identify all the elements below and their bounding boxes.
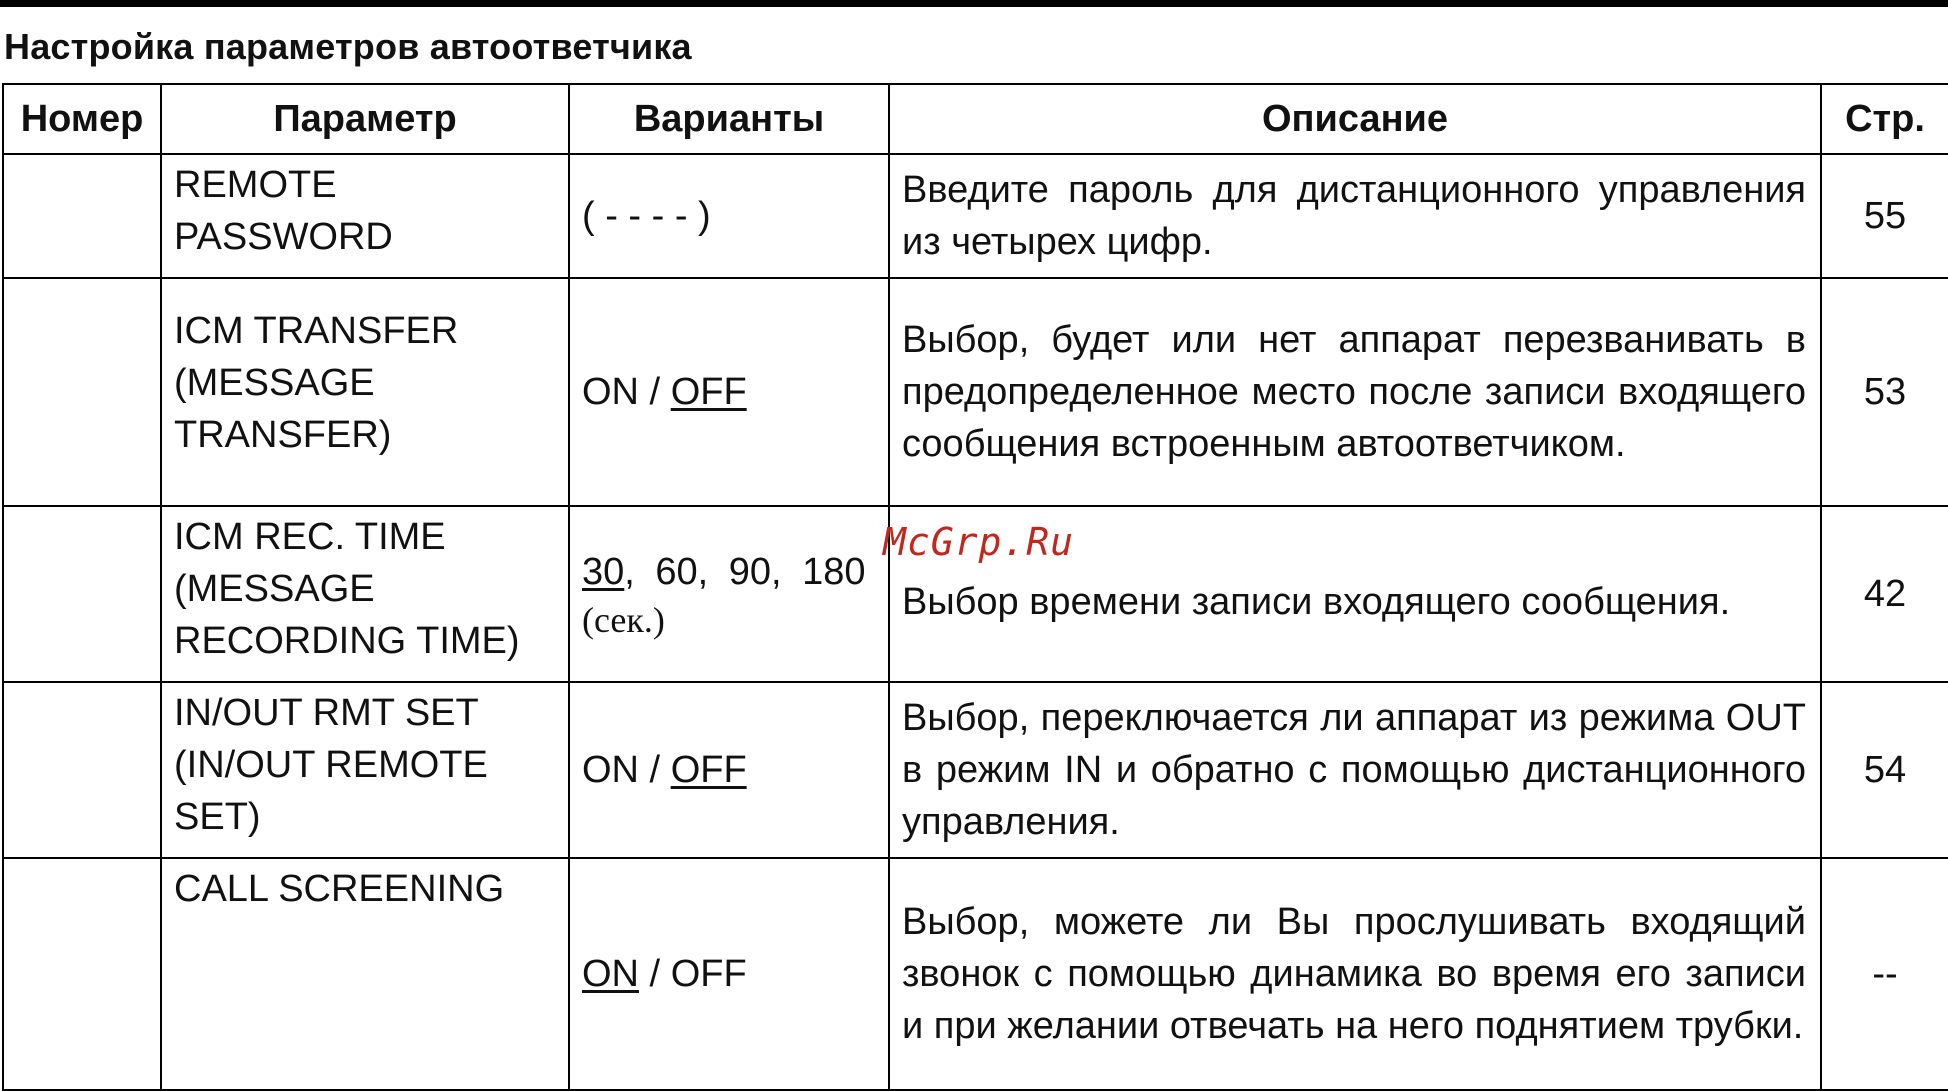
param-line: TRANSFER) [174,414,392,456]
time-options [582,546,882,598]
cell-page: 42 [1821,506,1948,682]
time-others: , 60, 90, 180 [624,551,866,593]
header-number: Номер [3,84,161,154]
cell-number [3,858,161,1090]
param-line: IN/OUT RMT SET [174,692,479,734]
cell-description: Выбор, будет или нет аппарат перезванивать в предопределенное место после записи входящего сообщения встроенным автоответчиком. [889,278,1821,506]
param-line: (MESSAGE [174,568,375,610]
cell-options [569,682,889,858]
header-options: Варианты [569,84,889,154]
settings-table [2,83,1948,1091]
cell-page: 54 [1821,682,1948,858]
page-title: Настройка параметров автоответчика [4,26,692,67]
param-line: CALL SCREENING [174,868,505,910]
param-line: (IN/OUT REMOTE [174,744,488,786]
cell-description: Выбор, переключается ли аппарат из режима OUT в режим IN и обратно с помощью дистанционного управления. [889,682,1821,858]
cell-page: 53 [1821,278,1948,506]
cell-parameter [161,858,569,1090]
cell-parameter [161,154,569,278]
cell-page: -- [1821,858,1948,1090]
cell-description: Выбор, можете ли Вы прослушивать входящий звонок с помощью динамика во время его записи и при желании отвечать на него поднятием трубки. [889,858,1821,1090]
top-rule [0,0,1948,7]
option-separator: / [639,371,671,413]
header-parameter: Параметр [161,84,569,154]
table-row [3,858,1948,1090]
table-row [3,154,1948,278]
time-default: 30 [582,551,625,593]
time-unit: (сек.) [582,600,665,640]
cell-options [569,506,889,682]
option-off: OFF [670,953,747,995]
option-off-default: OFF [670,371,747,413]
cell-options [569,154,889,278]
cell-options [569,278,889,506]
cell-options [569,858,889,1090]
option-separator: / [639,953,671,995]
cell-page: 55 [1821,154,1948,278]
option-on: ON [582,749,639,791]
cell-description: Введите пароль для дистанционного управления из четырех цифр. [889,154,1821,278]
cell-number [3,506,161,682]
cell-parameter [161,278,569,506]
param-line: SET) [174,796,261,838]
option-separator: / [639,749,671,791]
cell-number [3,278,161,506]
cell-description: Выбор времени записи входящего сообщения. [889,506,1821,682]
param-line: (MESSAGE [174,362,375,404]
option-on-default: ON [582,953,639,995]
table-row [3,278,1948,506]
table-row [3,682,1948,858]
param-line: REMOTE [174,164,337,206]
cell-number [3,154,161,278]
option-on: ON [582,371,639,413]
cell-parameter [161,506,569,682]
cell-number [3,682,161,858]
cell-parameter [161,682,569,858]
param-line: ICM TRANSFER [174,310,459,352]
param-line: ICM REC. TIME [174,516,446,558]
watermark-logo: McGrp.Ru [883,520,1075,564]
header-description: Описание [889,84,1821,154]
header-page: Стр. [1821,84,1948,154]
option-off-default: OFF [670,749,747,791]
param-line: PASSWORD [174,216,393,258]
options-text: ( - - - - ) [582,195,711,237]
param-line: RECORDING TIME) [174,620,520,662]
table-header-row [3,84,1948,154]
